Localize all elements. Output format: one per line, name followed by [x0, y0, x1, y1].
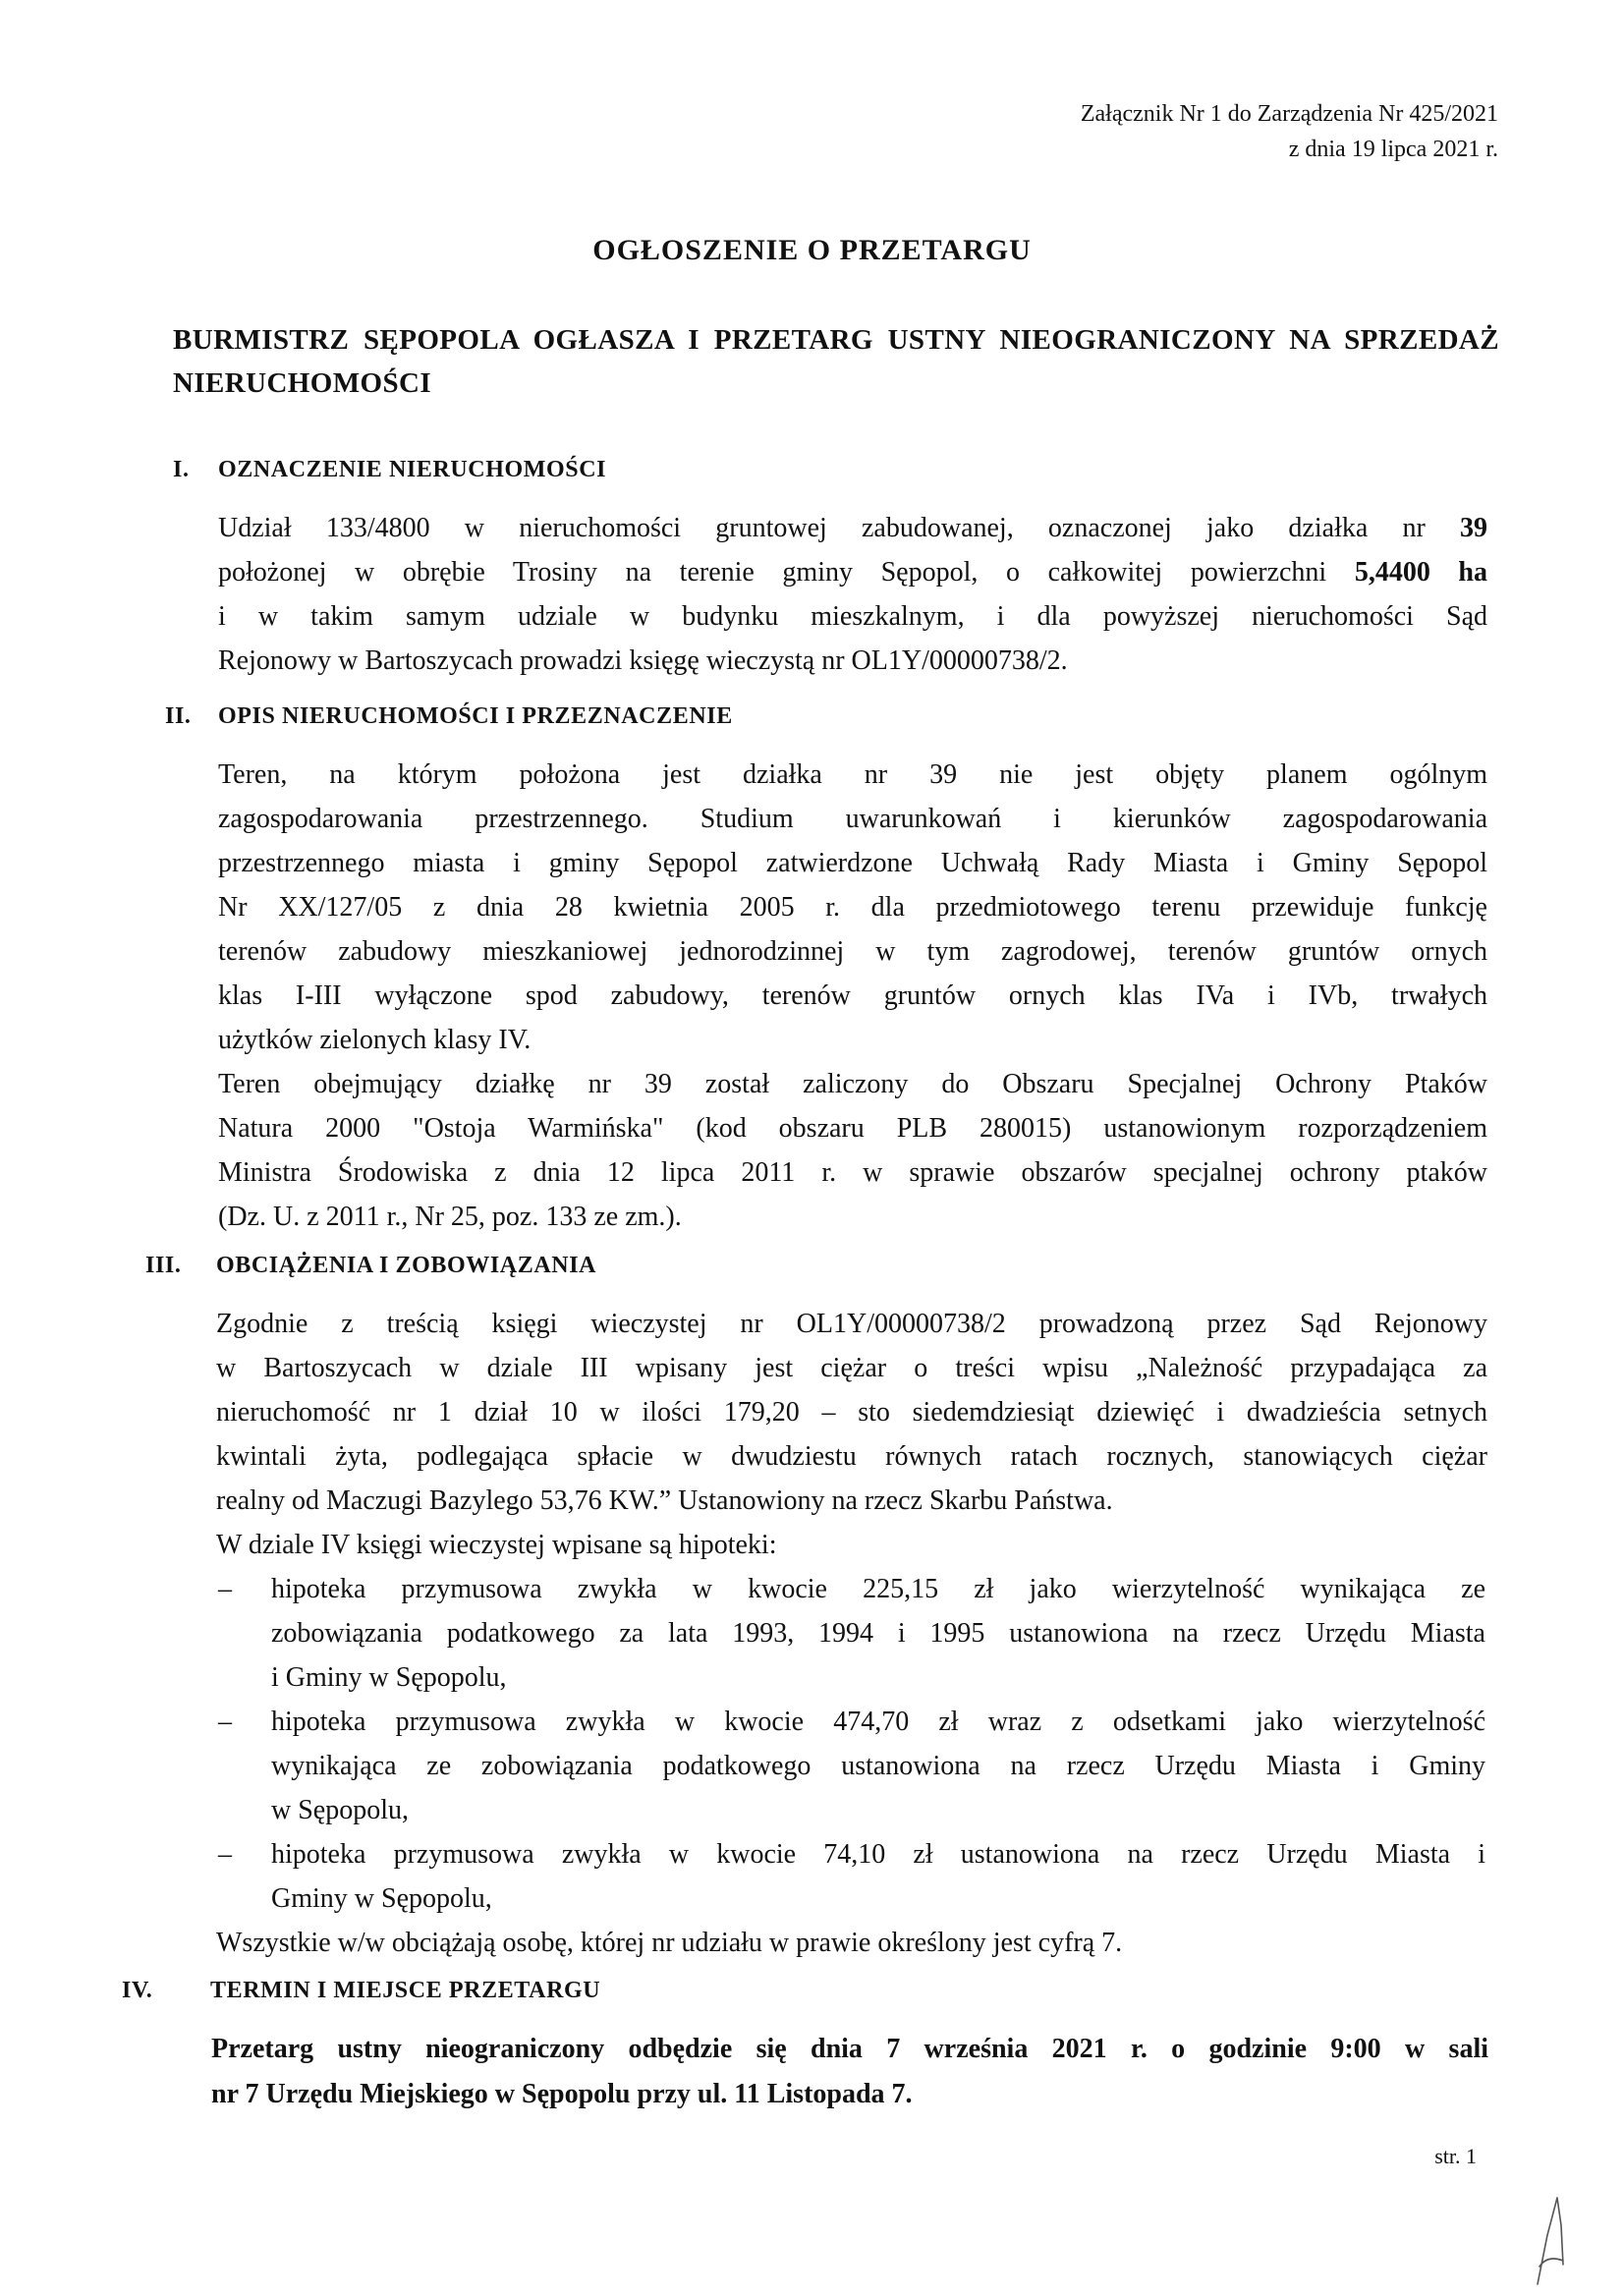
section-2-title: OPIS NIERUCHOMOŚCI I PRZEZNACZENIE [218, 703, 733, 729]
section-2-line: (Dz. U. z 2011 r., Nr 25, poz. 133 ze zm.). [218, 1202, 682, 1232]
section-3-line: w Bartoszycach w dziale III wpisany jest ciężar o treści wpisu „Należność przypadająca za [216, 1353, 1487, 1383]
section-3-line: nieruchomość nr 1 dział 10 w ilości 179,20 – sto siedemdziesiąt dziewięć i dwadzieścia setnych [216, 1397, 1487, 1428]
section-4-number: IV. [122, 1978, 153, 2003]
section-1-line: i w takim samym udziale w budynku mieszkalnym, i dla powyższej nieruchomości Sąd [218, 601, 1487, 632]
auction-line: nr 7 Urzędu Miejskiego w Sępopolu przy ul. 11 Listopada 7. [211, 2079, 913, 2109]
list-item-line: w Sępopolu, [271, 1795, 409, 1825]
section-1-line: Rejonowy w Bartoszycach prowadzi księgę wieczystą nr OL1Y/00000738/2. [218, 645, 1068, 676]
section-2-line: Teren obejmujący działkę nr 39 został zaliczony do Obszaru Specjalnej Ochrony Ptaków [218, 1069, 1487, 1099]
annex-line-1: Załącznik Nr 1 do Zarządzenia Nr 425/2021 [1080, 101, 1498, 127]
auction-date-text [211, 2027, 1488, 2117]
auction-line: Przetarg ustny nieograniczony odbędzie się dnia 7 września 2021 r. o godzinie 9:00 w sali [211, 2034, 1488, 2064]
list-item-line: hipoteka przymusowa zwykła w kwocie 74,10 zł ustanowiona na rzecz Urzędu Miasta i [271, 1839, 1485, 1870]
section-3-line: W dziale IV księgi wieczystej wpisane są hipoteki: [216, 1530, 777, 1560]
section-2-body [218, 753, 1487, 1239]
dash-bullet: – [218, 1707, 232, 1737]
section-1-line: Udział 133/4800 w nieruchomości gruntowej zabudowanej, oznaczonej jako działka nr 39 [218, 513, 1487, 543]
section-1-line: położonej w obrębie Trosiny na terenie gminy Sępopol, o całkowitej powierzchni 5,4400 ha [218, 557, 1487, 588]
section-2-number: II. [165, 703, 192, 729]
document-subtitle: BURMISTRZ SĘPOPOLA OGŁASZA I PRZETARG USTNY NIEOGRANICZONY NA SPRZEDAŻ NIERUCHOMOŚCI [173, 324, 1499, 399]
section-1-body [218, 506, 1487, 683]
section-2-line: Nr XX/127/05 z dnia 28 kwietnia 2005 r. dla przedmiotowego terenu przewiduje funkcję [218, 892, 1487, 923]
list-item-line: Gminy w Sępopolu, [271, 1883, 492, 1914]
dash-bullet: – [218, 1839, 232, 1870]
section-2-line: klas I-III wyłączone spod zabudowy, terenów gruntów ornych klas IVa i IVb, trwałych [218, 980, 1487, 1011]
section-3-closing [216, 1921, 1487, 1965]
list-item [218, 1700, 1485, 1832]
annex-line-2: z dnia 19 lipca 2021 r. [1288, 137, 1498, 162]
document-title: OGŁOSZENIE O PRZETARGU [592, 234, 1032, 266]
list-item-line: wynikająca ze zobowiązania podatkowego ustanowiona na rzecz Urzędu Miasta i Gminy [271, 1751, 1485, 1781]
mortgage-list [218, 1567, 1485, 1921]
closing-line: Wszystkie w/w obciążają osobę, której nr udziału w prawie określony jest cyfrą 7. [216, 1928, 1123, 1958]
section-3-line: realny od Maczugi Bazylego 53,76 KW.” Ustanowiony na rzecz Skarbu Państwa. [216, 1485, 1113, 1516]
handwritten-paraph [1518, 2196, 1577, 2289]
dash-bullet: – [218, 1574, 232, 1604]
section-1-title: OZNACZENIE NIERUCHOMOŚCI [218, 457, 607, 482]
section-2-line: użytków zielonych klasy IV. [218, 1025, 532, 1055]
section-1-number: I. [173, 457, 190, 482]
list-item-line: hipoteka przymusowa zwykła w kwocie 474,70 zł wraz z odsetkami jako wierzytelność [271, 1707, 1485, 1737]
list-item [218, 1567, 1485, 1700]
section-4-title: TERMIN I MIEJSCE PRZETARGU [210, 1978, 601, 2003]
section-2-line: Ministra Środowiska z dnia 12 lipca 2011 r. w sprawie obszarów specjalnej ochrony ptaków [218, 1157, 1487, 1188]
section-3-number: III. [145, 1253, 182, 1278]
annex-reference [1081, 96, 1498, 167]
list-item-line: zobowiązania podatkowego za lata 1993, 1994 i 1995 ustanowiona na rzecz Urzędu Miasta [271, 1618, 1485, 1649]
section-3-title: OBCIĄŻENIA I ZOBOWIĄZANIA [216, 1253, 597, 1278]
section-3-line: kwintali żyta, podlegająca spłacie w dwudziestu równych ratach rocznych, stanowiących ciężar [216, 1441, 1487, 1472]
section-3-line: Zgodnie z treścią księgi wieczystej nr OL1Y/00000738/2 prowadzoną przez Sąd Rejonowy [216, 1309, 1487, 1339]
section-2-line: Natura 2000 "Ostoja Warmińska" (kod obszaru PLB 280015) ustanowionym rozporządzeniem [218, 1113, 1487, 1144]
list-item-line: i Gminy w Sępopolu, [271, 1662, 507, 1693]
section-2-line: Teren, na którym położona jest działka nr 39 nie jest objęty planem ogólnym [218, 759, 1487, 790]
list-item-line: hipoteka przymusowa zwykła w kwocie 225,15 zł jako wierzytelność wynikająca ze [271, 1574, 1485, 1604]
section-2-line: zagospodarowania przestrzennego. Studium uwarunkowań i kierunków zagospodarowania [218, 804, 1487, 834]
page-number: str. 1 [1434, 2144, 1477, 2168]
section-3-body [216, 1302, 1487, 1567]
list-item [218, 1832, 1485, 1921]
section-2-line: przestrzennego miasta i gminy Sępopol zatwierdzone Uchwałą Rady Miasta i Gminy Sępopol [218, 848, 1487, 878]
section-2-line: terenów zabudowy mieszkaniowej jednorodzinnej w tym zagrodowej, terenów gruntów ornych [218, 936, 1487, 967]
